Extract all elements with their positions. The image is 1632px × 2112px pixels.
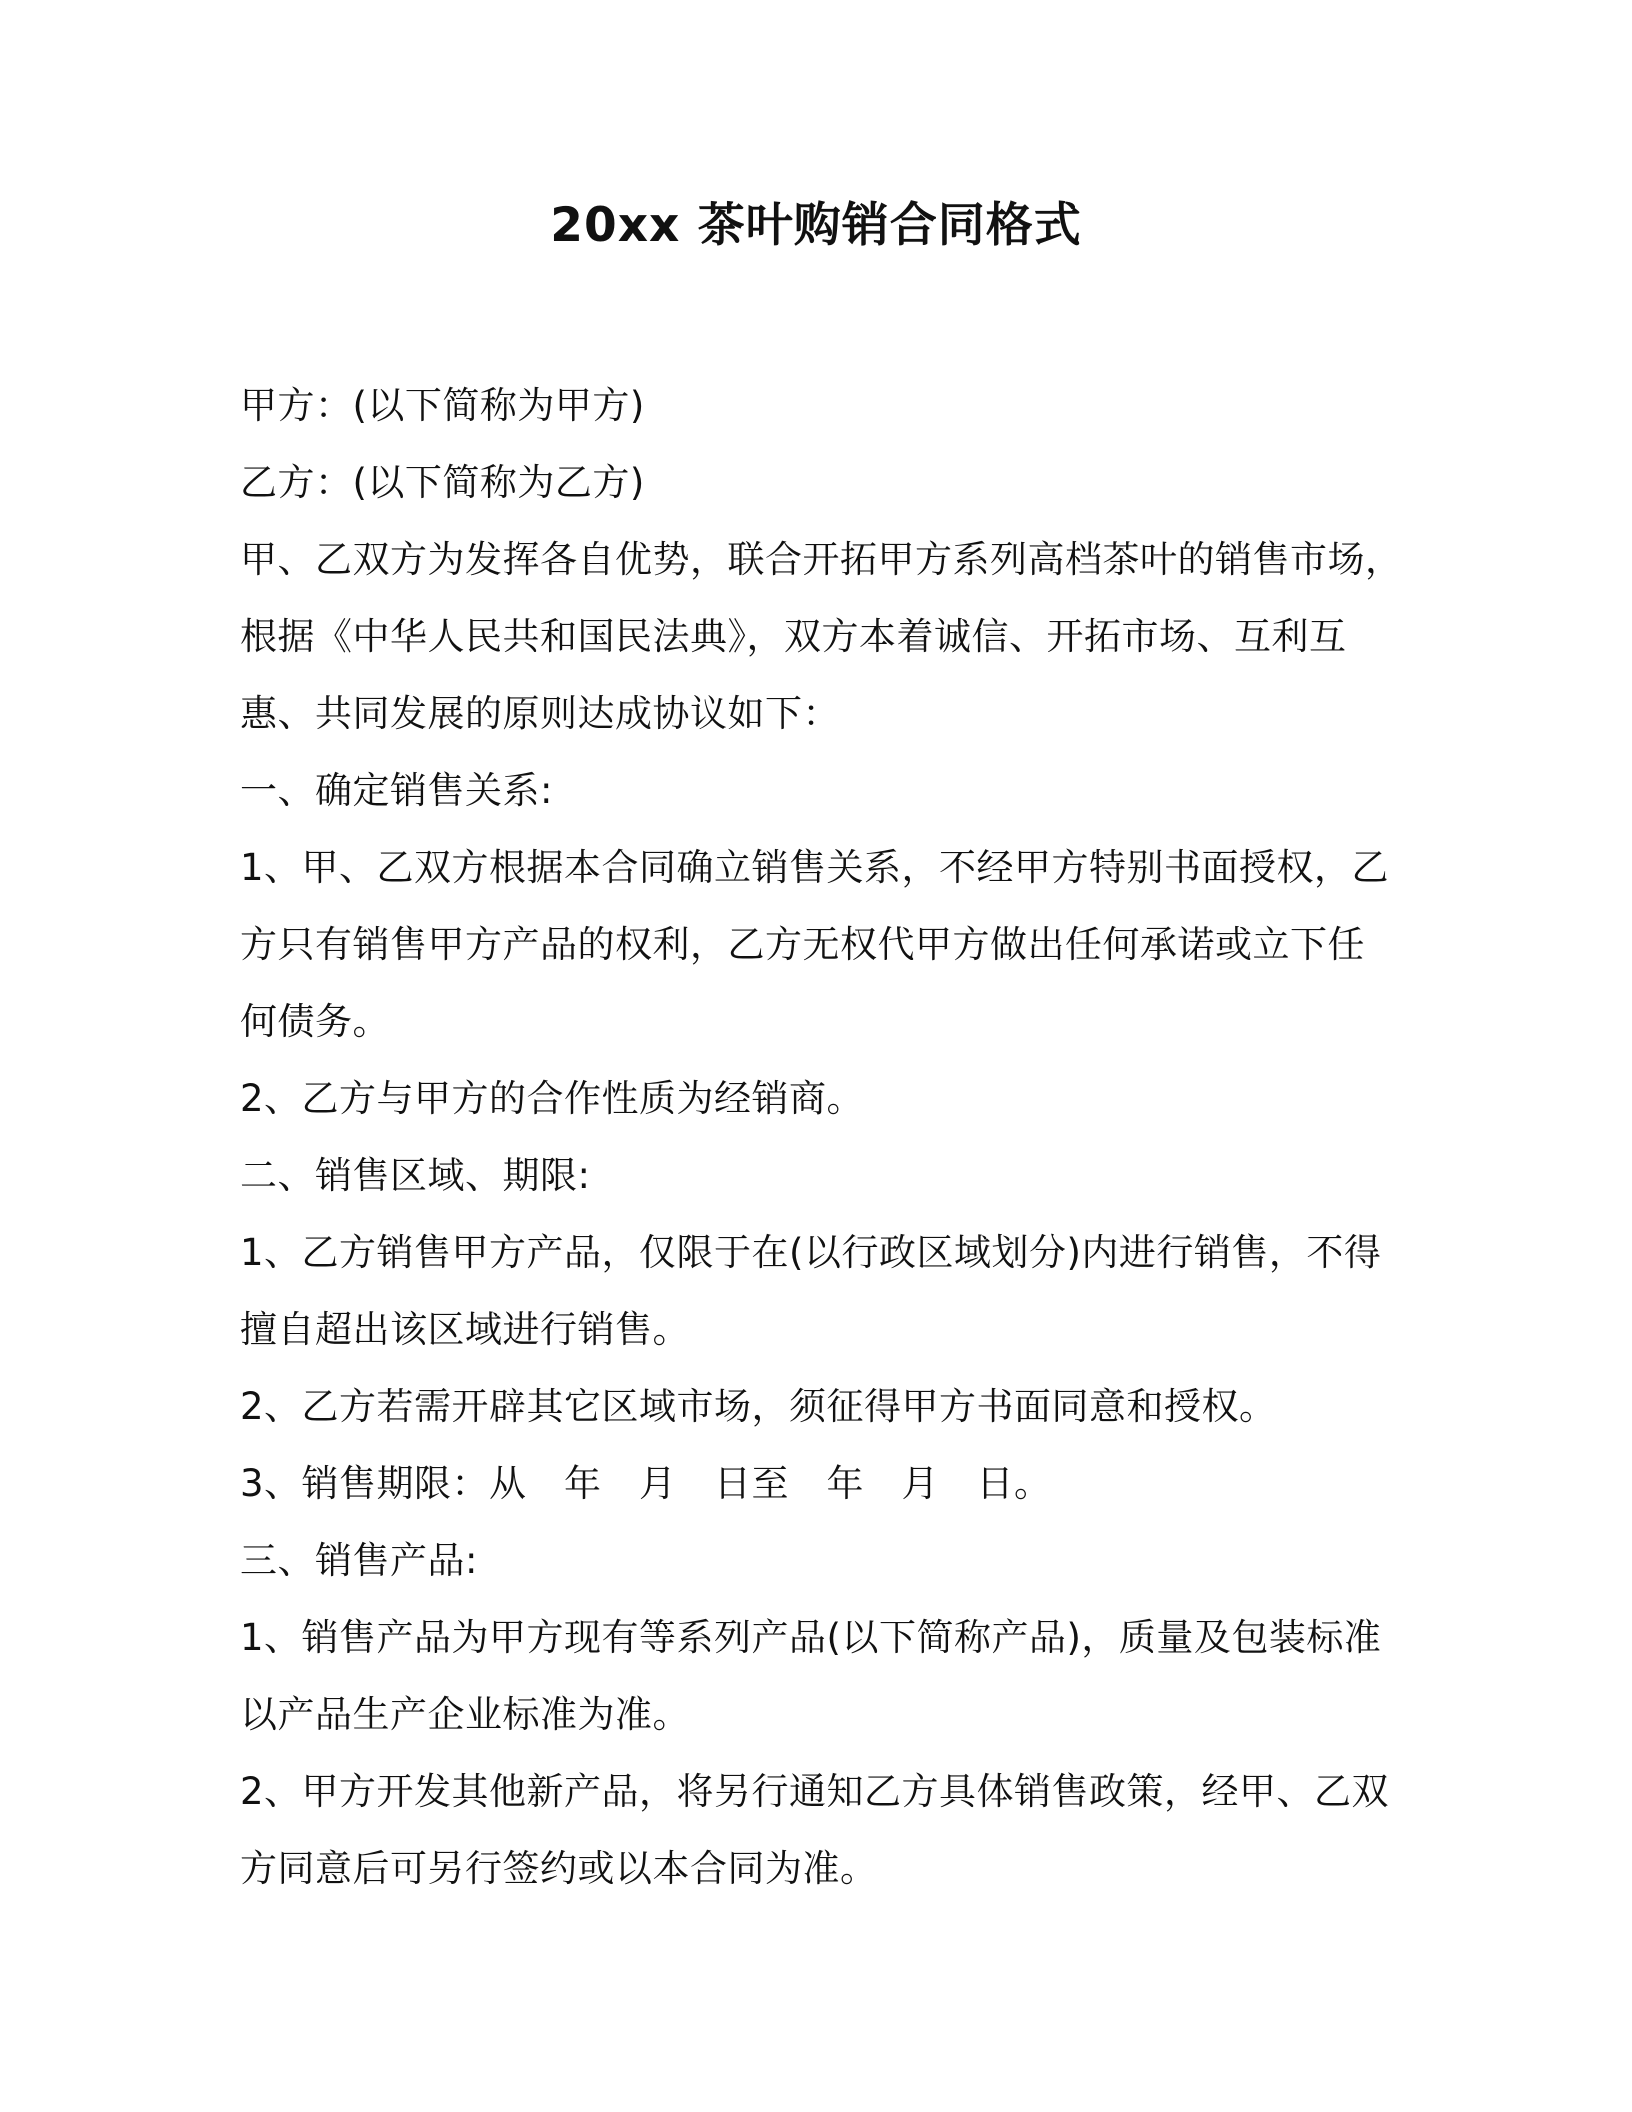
preamble-line-1: 甲、乙双方为发挥各自优势，联合开拓甲方系列高档茶叶的销售市场， bbox=[240, 538, 1403, 581]
document-title: 20xx 茶叶购销合同格式 bbox=[550, 198, 1082, 253]
section-3-clause-1-line-1: 1、销售产品为甲方现有等系列产品(以下简称产品)，质量及包装标准 bbox=[240, 1616, 1382, 1659]
section-3-heading: 三、销售产品: bbox=[240, 1539, 478, 1582]
section-1-clause-1-line-1: 1、甲、乙双方根据本合同确立销售关系，不经甲方特别书面授权，乙 bbox=[240, 846, 1390, 889]
party-a-line: 甲方：(以下简称为甲方) bbox=[240, 384, 645, 427]
preamble-line-3: 惠、共同发展的原则达成协议如下： bbox=[240, 692, 840, 735]
section-2-clause-3: 3、销售期限：从 年 月 日至 年 月 日。 bbox=[240, 1462, 1052, 1505]
section-2-clause-2: 2、乙方若需开辟其它区域市场，须征得甲方书面同意和授权。 bbox=[240, 1385, 1277, 1428]
section-2-clause-1-line-1: 1、乙方销售甲方产品，仅限于在(以行政区域划分)内进行销售，不得 bbox=[240, 1231, 1382, 1274]
section-1-heading: 一、确定销售关系: bbox=[240, 769, 553, 812]
section-3-clause-2-line-2: 方同意后可另行签约或以本合同为准。 bbox=[240, 1847, 878, 1890]
section-1-clause-1-line-3: 何债务。 bbox=[240, 1000, 390, 1043]
section-1-clause-2: 2、乙方与甲方的合作性质为经销商。 bbox=[240, 1077, 865, 1120]
section-1-clause-1-line-2: 方只有销售甲方产品的权利，乙方无权代甲方做出任何承诺或立下任 bbox=[240, 923, 1365, 966]
section-3-clause-1-line-2: 以产品生产企业标准为准。 bbox=[240, 1693, 690, 1736]
section-3-clause-2-line-1: 2、甲方开发其他新产品，将另行通知乙方具体销售政策，经甲、乙双 bbox=[240, 1770, 1390, 1813]
section-2-clause-1-line-2: 擅自超出该区域进行销售。 bbox=[240, 1308, 690, 1351]
preamble-line-2: 根据《中华人民共和国民法典》，双方本着诚信、开拓市场、互利互 bbox=[240, 615, 1347, 658]
document-body bbox=[240, 367, 1410, 1907]
section-2-heading: 二、销售区域、期限: bbox=[240, 1154, 591, 1197]
party-b-line: 乙方：(以下简称为乙方) bbox=[240, 461, 645, 504]
